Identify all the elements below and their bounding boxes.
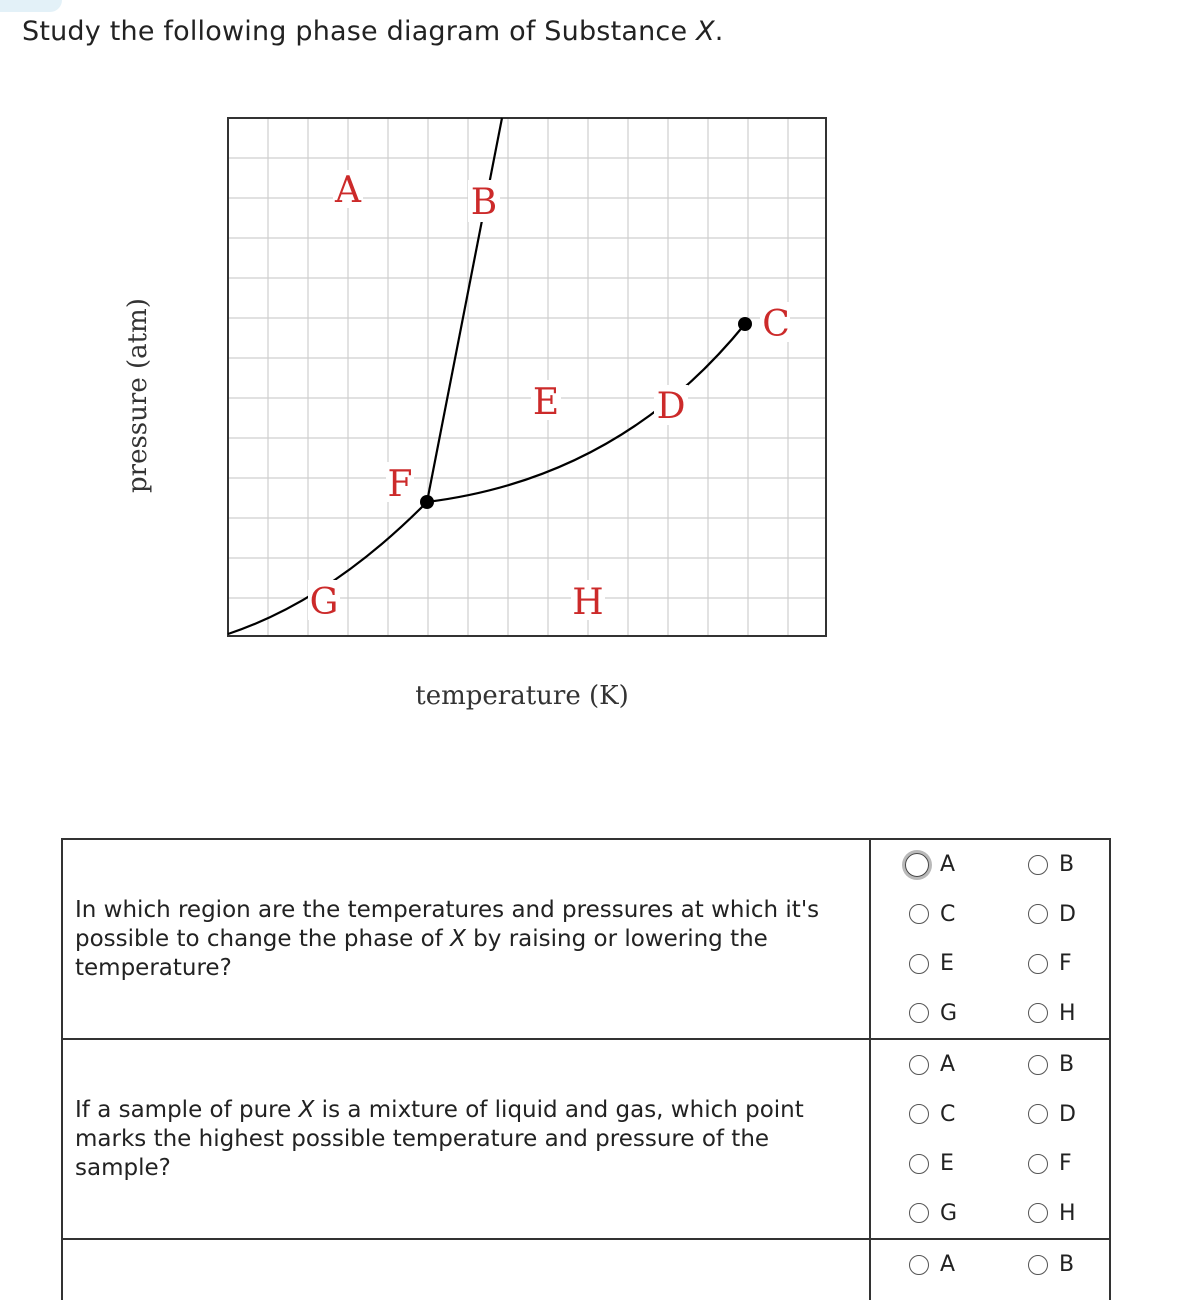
region-label-A (333, 170, 363, 211)
radio-button[interactable] (909, 1055, 929, 1075)
q1-option-B[interactable]: B (990, 840, 1109, 890)
q2-option-G[interactable]: G (871, 1189, 990, 1239)
label-G: G (309, 582, 339, 623)
radio-button[interactable] (1028, 1255, 1048, 1275)
region-label-C (760, 302, 790, 345)
q1-option-D[interactable]: D (990, 890, 1109, 940)
q3-option-A[interactable]: A (871, 1240, 990, 1290)
radio-button[interactable] (1028, 1154, 1048, 1174)
radio-button[interactable] (1028, 954, 1048, 974)
q2-option-F[interactable]: F (990, 1139, 1109, 1189)
question-table (61, 838, 1111, 1300)
question-3-options (870, 1239, 1110, 1300)
q2-option-E[interactable]: E (871, 1139, 990, 1189)
q1-option-G[interactable]: G (871, 989, 990, 1039)
q2-option-C[interactable]: C (871, 1090, 990, 1140)
radio-button[interactable] (1028, 855, 1048, 875)
q2-option-D[interactable]: D (990, 1090, 1109, 1140)
question-row (62, 839, 1110, 1039)
q1-option-E[interactable]: E (871, 939, 990, 989)
radio-button[interactable] (909, 1003, 929, 1023)
q3-option-B[interactable]: B (990, 1240, 1109, 1290)
radio-button[interactable] (1028, 1104, 1048, 1124)
radio-button[interactable] (909, 1255, 929, 1275)
q1-option-F[interactable]: F (990, 939, 1109, 989)
label-E: E (532, 382, 560, 423)
label-A: A (335, 170, 361, 211)
triple-point (420, 495, 434, 509)
question-1-options (870, 839, 1110, 1039)
radio-button[interactable] (905, 853, 929, 877)
solid-liquid-boundary (427, 118, 502, 502)
label-B: B (470, 182, 498, 223)
question-3-text (62, 1239, 870, 1300)
radio-button[interactable] (909, 1203, 929, 1223)
question-row (62, 1039, 1110, 1239)
question-row (62, 1239, 1110, 1300)
radio-button[interactable] (1028, 1203, 1048, 1223)
region-label-B (468, 180, 500, 223)
intro-text: Study the following phase diagram of Substance X. (22, 16, 724, 47)
radio-button[interactable] (909, 1104, 929, 1124)
question-1-text: In which region are the temperatures and pressures at which it's possible to change the phase of X by raising or lowering the temperature? (62, 839, 870, 1039)
region-label-E (531, 380, 561, 423)
label-D: D (656, 386, 686, 427)
q2-option-B[interactable]: B (990, 1040, 1109, 1090)
q2-option-A[interactable]: A (871, 1040, 990, 1090)
radio-button[interactable] (1028, 1003, 1048, 1023)
region-label-D (654, 385, 688, 427)
label-H: H (572, 582, 604, 623)
region-label-H (571, 580, 605, 623)
radio-button[interactable] (1028, 904, 1048, 924)
label-F: F (387, 464, 413, 505)
radio-button[interactable] (909, 1154, 929, 1174)
region-label-G (308, 580, 340, 623)
q2-option-H[interactable]: H (990, 1189, 1109, 1239)
vaporization-curve (427, 324, 745, 502)
region-label-F (386, 462, 414, 505)
label-C: C (762, 304, 790, 345)
question-2-options (870, 1039, 1110, 1239)
y-axis-label: pressure (atm) (123, 298, 153, 493)
radio-button[interactable] (909, 904, 929, 924)
radio-button[interactable] (1028, 1055, 1048, 1075)
x-axis-label: temperature (K) (415, 681, 629, 711)
grid-lines (228, 118, 826, 636)
radio-button[interactable] (909, 954, 929, 974)
question-2-text: If a sample of pure X is a mixture of liquid and gas, which point marks the highest possible temperature and pressure of the sample? (62, 1039, 870, 1239)
critical-point (738, 317, 752, 331)
q1-option-C[interactable]: C (871, 890, 990, 940)
q1-option-A[interactable]: A (871, 840, 990, 890)
q1-option-H[interactable]: H (990, 989, 1109, 1039)
